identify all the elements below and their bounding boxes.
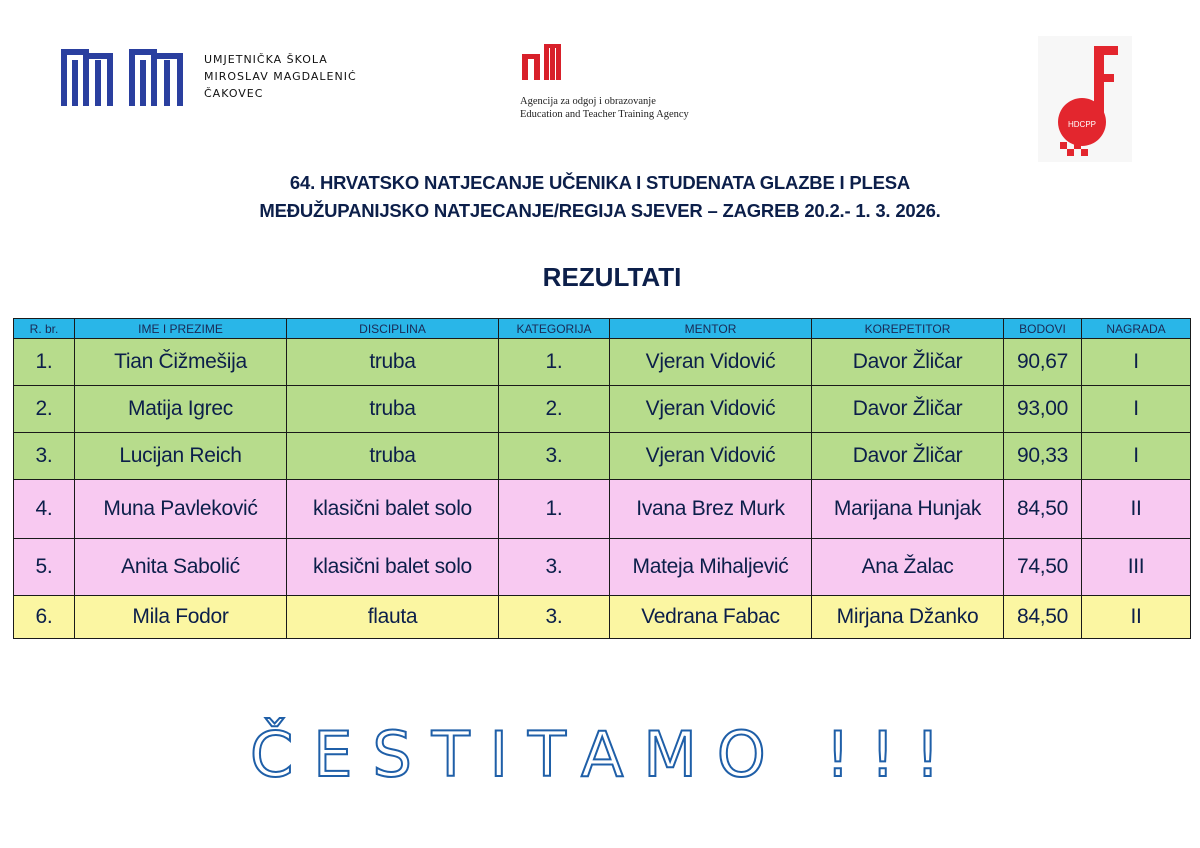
cell-mentor: Mateja Mihaljević: [610, 539, 812, 596]
cell-award: I: [1082, 339, 1191, 386]
cell-discipline: truba: [287, 339, 499, 386]
header-points: BODOVI: [1004, 319, 1082, 339]
table-row: [14, 480, 1191, 539]
cell-name: Matija Igrec: [75, 386, 287, 433]
agency-logo: [520, 42, 689, 121]
competition-title: 64. HRVATSKO NATJECANJE UČENIKA I STUDENATA GLAZBE I PLESA: [289, 172, 911, 193]
cell-category: 3.: [499, 539, 610, 596]
mm-monogram-icon: [60, 46, 190, 106]
cell-mentor: Vedrana Fabac: [610, 596, 812, 639]
cell-award: I: [1082, 386, 1191, 433]
cell-rbr: 2.: [14, 386, 75, 433]
cell-category: 3.: [499, 596, 610, 639]
school-name: [204, 51, 357, 102]
cell-accompanist: Marijana Hunjak: [812, 480, 1004, 539]
table-row: [14, 386, 1191, 433]
cell-discipline: flauta: [287, 596, 499, 639]
header-accompanist: KOREPETITOR: [812, 319, 1004, 339]
cell-name: Mila Fodor: [75, 596, 287, 639]
cell-award: II: [1082, 596, 1191, 639]
cell-mentor: Vjeran Vidović: [610, 339, 812, 386]
cell-discipline: klasični balet solo: [287, 539, 499, 596]
competition-subtitle: MEĐUŽUPANIJSKO NATJECANJE/REGIJA SJEVER – ZAGREB 20.2.- 1. 3. 2026.: [259, 200, 941, 221]
header-discipline: DISCIPLINA: [287, 319, 499, 339]
hdcpp-note-icon: [1038, 36, 1132, 162]
cell-points: 74,50: [1004, 539, 1082, 596]
cell-points: 84,50: [1004, 480, 1082, 539]
hdcpp-logo: [1038, 36, 1132, 162]
header-category: KATEGORIJA: [499, 319, 610, 339]
cell-mentor: Vjeran Vidović: [610, 386, 812, 433]
cell-accompanist: Ana Žalac: [812, 539, 1004, 596]
cell-discipline: truba: [287, 386, 499, 433]
header-mentor: MENTOR: [610, 319, 812, 339]
cell-accompanist: Davor Žličar: [812, 433, 1004, 480]
cell-points: 90,33: [1004, 433, 1082, 480]
cell-discipline: truba: [287, 433, 499, 480]
cell-rbr: 4.: [14, 480, 75, 539]
header-name: IME I PREZIME: [75, 319, 287, 339]
cell-rbr: 1.: [14, 339, 75, 386]
table-header-row: [14, 319, 1191, 339]
cell-points: 93,00: [1004, 386, 1082, 433]
table-row: [14, 596, 1191, 639]
cell-category: 1.: [499, 339, 610, 386]
header-award: NAGRADA: [1082, 319, 1191, 339]
school-logo: [60, 46, 357, 106]
agency-emblem-icon: [520, 42, 566, 82]
cell-mentor: Ivana Brez Murk: [610, 480, 812, 539]
cell-accompanist: Davor Žličar: [812, 339, 1004, 386]
cell-award: I: [1082, 433, 1191, 480]
agency-name: [520, 95, 689, 121]
school-name-line-1: UMJETNIČKA ŠKOLA: [204, 52, 328, 66]
agency-name-hr: Agencija za odgoj i obrazovanje: [520, 96, 656, 107]
cell-accompanist: Mirjana Džanko: [812, 596, 1004, 639]
cell-points: 84,50: [1004, 596, 1082, 639]
cell-award: III: [1082, 539, 1191, 596]
cell-rbr: 3.: [14, 433, 75, 480]
cell-rbr: 6.: [14, 596, 75, 639]
cell-category: 3.: [499, 433, 610, 480]
congratulations-text: ČESTITAMO !!!: [249, 718, 960, 791]
school-name-line-2: MIROSLAV MAGDALENIĆ: [204, 69, 357, 83]
cell-points: 90,67: [1004, 339, 1082, 386]
header-rbr: R. br.: [14, 319, 75, 339]
results-heading: REZULTATI: [542, 262, 682, 292]
cell-award: II: [1082, 480, 1191, 539]
cell-discipline: klasični balet solo: [287, 480, 499, 539]
cell-name: Tian Čižmešija: [75, 339, 287, 386]
results-table: [13, 318, 1191, 639]
cell-accompanist: Davor Žličar: [812, 386, 1004, 433]
cell-mentor: Vjeran Vidović: [610, 433, 812, 480]
table-row: [14, 339, 1191, 386]
cell-name: Lucijan Reich: [75, 433, 287, 480]
cell-name: Muna Pavleković: [75, 480, 287, 539]
cell-name: Anita Sabolić: [75, 539, 287, 596]
school-name-line-3: ČAKOVEC: [204, 86, 264, 100]
table-row: [14, 433, 1191, 480]
table-row: [14, 539, 1191, 596]
cell-rbr: 5.: [14, 539, 75, 596]
cell-category: 1.: [499, 480, 610, 539]
cell-category: 2.: [499, 386, 610, 433]
agency-name-en: Education and Teacher Training Agency: [520, 109, 689, 120]
hdcpp-label: HDCPP: [1067, 120, 1097, 129]
